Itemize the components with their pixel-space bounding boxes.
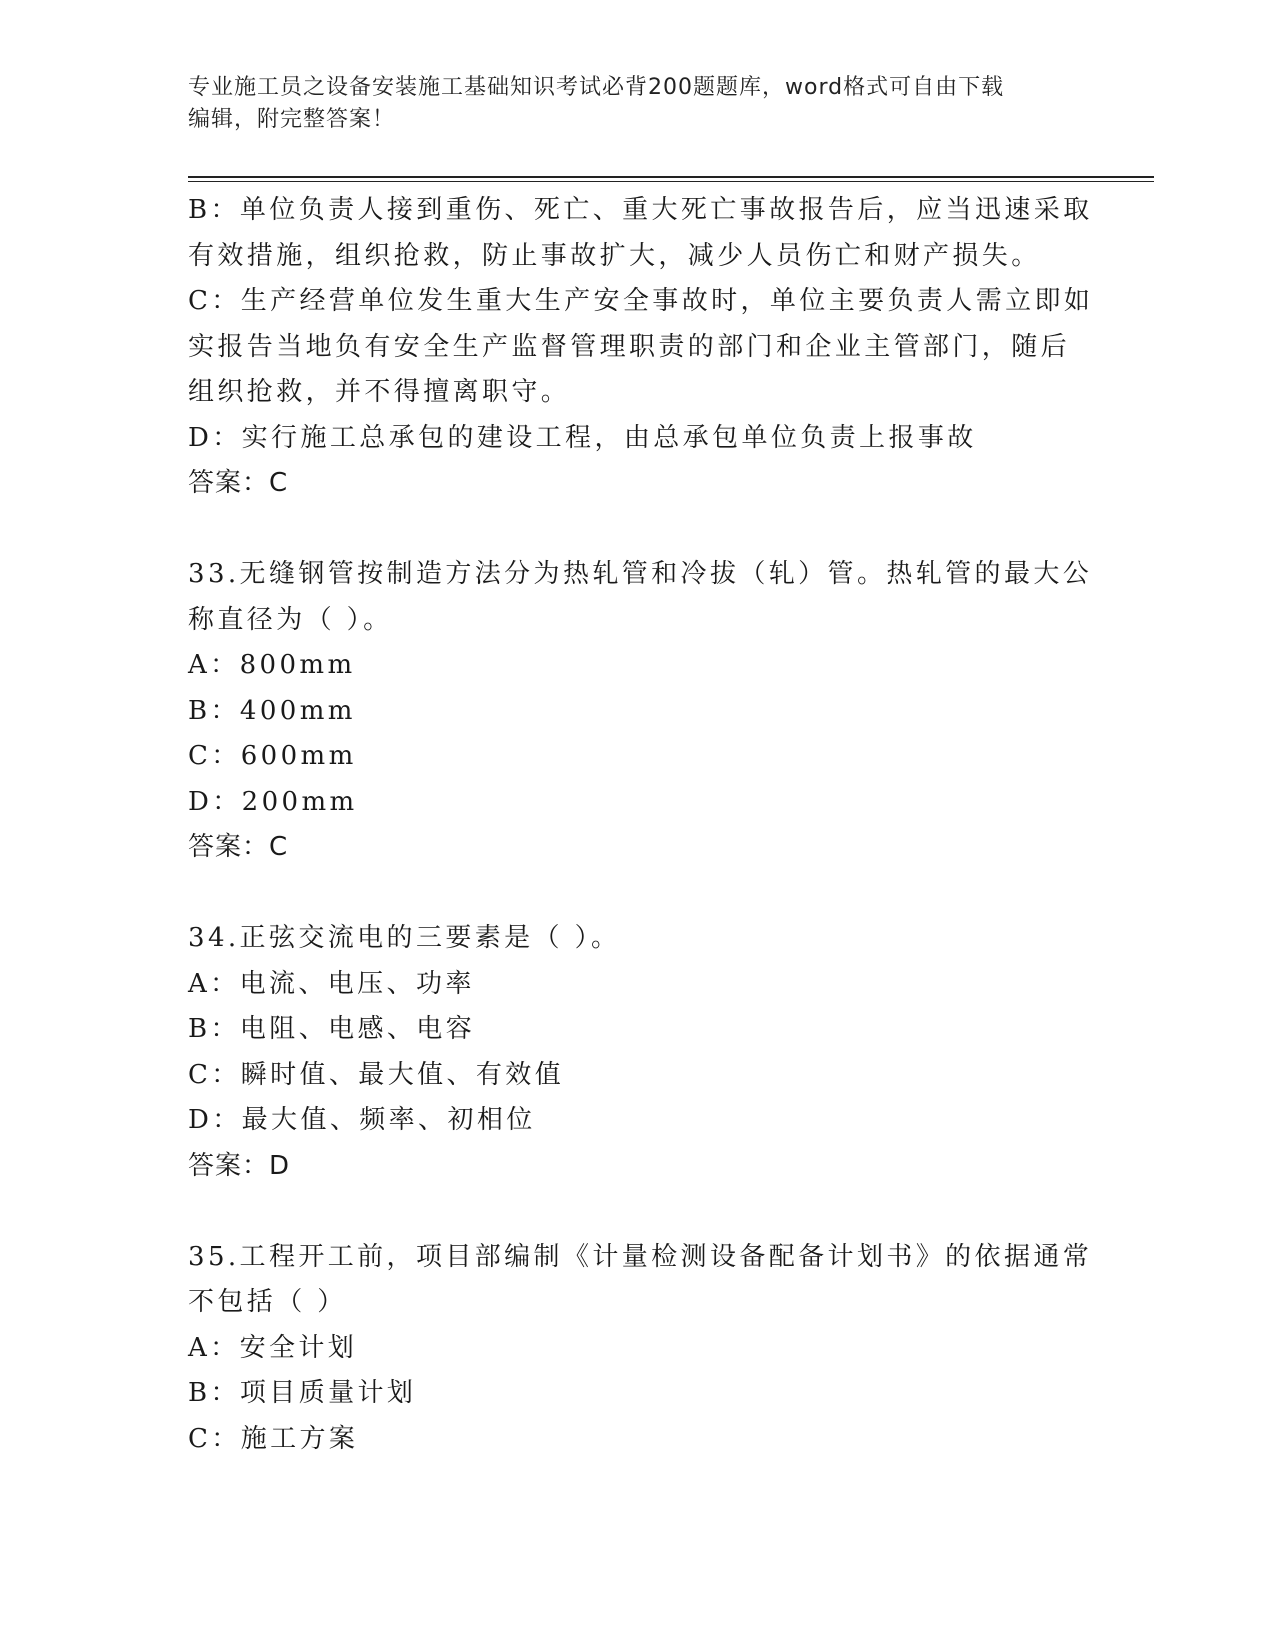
document-body xyxy=(188,188,1094,1462)
option-d: D：200mm xyxy=(188,786,358,817)
header-divider-thin xyxy=(188,181,1154,182)
question-34 xyxy=(188,916,1068,1189)
page-header xyxy=(188,72,1068,136)
question-33 xyxy=(188,552,1093,871)
question-stem-line-1: 33.无缝钢管按制造方法分为热轧管和冷拔（轧）管。热轧管的最大公 xyxy=(188,559,1093,589)
option-c-line-3: 组织抢救，并不得擅离职守。 xyxy=(188,377,571,407)
question-stem-line-1: 35.工程开工前，项目部编制《计量检测设备配备计划书》的依据通常 xyxy=(188,1241,1093,1272)
header-line-1: 专业施工员之设备安装施工基础知识考试必背200题题库，word格式可自由下载 xyxy=(188,75,1005,100)
question-stem: 34.正弦交流电的三要素是（ ）。 xyxy=(188,923,621,953)
option-b-line-2: 有效措施，组织抢救，防止事故扩大，减少人员伤亡和财产损失。 xyxy=(188,240,1041,271)
option-b: B：400mm xyxy=(188,695,356,726)
option-c-line-2: 实报告当地负有安全生产监督管理职责的部门和企业主管部门，随后 xyxy=(188,331,1071,362)
option-c-line-1: C：生产经营单位发生重大生产安全事故时，单位主要负责人需立即如 xyxy=(188,286,1094,316)
question-32-continued xyxy=(188,188,1094,507)
answer-line: 答案：C xyxy=(188,832,289,862)
spacer xyxy=(188,871,1068,917)
option-c: C：600mm xyxy=(188,741,357,771)
option-d: D：最大值、频率、初相位 xyxy=(188,1105,536,1135)
question-stem-line-2: 称直径为（ ）。 xyxy=(188,604,393,635)
option-d: D：实行施工总承包的建设工程，由总承包单位负责上报事故 xyxy=(188,422,977,453)
answer-line: 答案：D xyxy=(188,1150,291,1181)
option-a: A：安全计划 xyxy=(188,1332,358,1363)
option-c: C：瞬时值、最大值、有效值 xyxy=(188,1059,565,1090)
answer-line: 答案：C xyxy=(188,468,289,498)
question-stem-line-2: 不包括（ ） xyxy=(188,1287,347,1317)
spacer xyxy=(188,1189,1068,1235)
header-divider-thick xyxy=(188,176,1154,178)
option-a: A：电流、电压、功率 xyxy=(188,968,475,999)
spacer xyxy=(188,507,1068,553)
option-b: B：项目质量计划 xyxy=(188,1378,417,1408)
option-b-line-1: B：单位负责人接到重伤、死亡、重大死亡事故报告后，应当迅速采取 xyxy=(188,195,1093,225)
option-c: C：施工方案 xyxy=(188,1423,359,1454)
question-35 xyxy=(188,1235,1093,1463)
option-b: B：电阻、电感、电容 xyxy=(188,1014,476,1044)
header-line-2: 编辑，附完整答案！ xyxy=(188,107,396,132)
option-a: A：800mm xyxy=(188,650,356,680)
